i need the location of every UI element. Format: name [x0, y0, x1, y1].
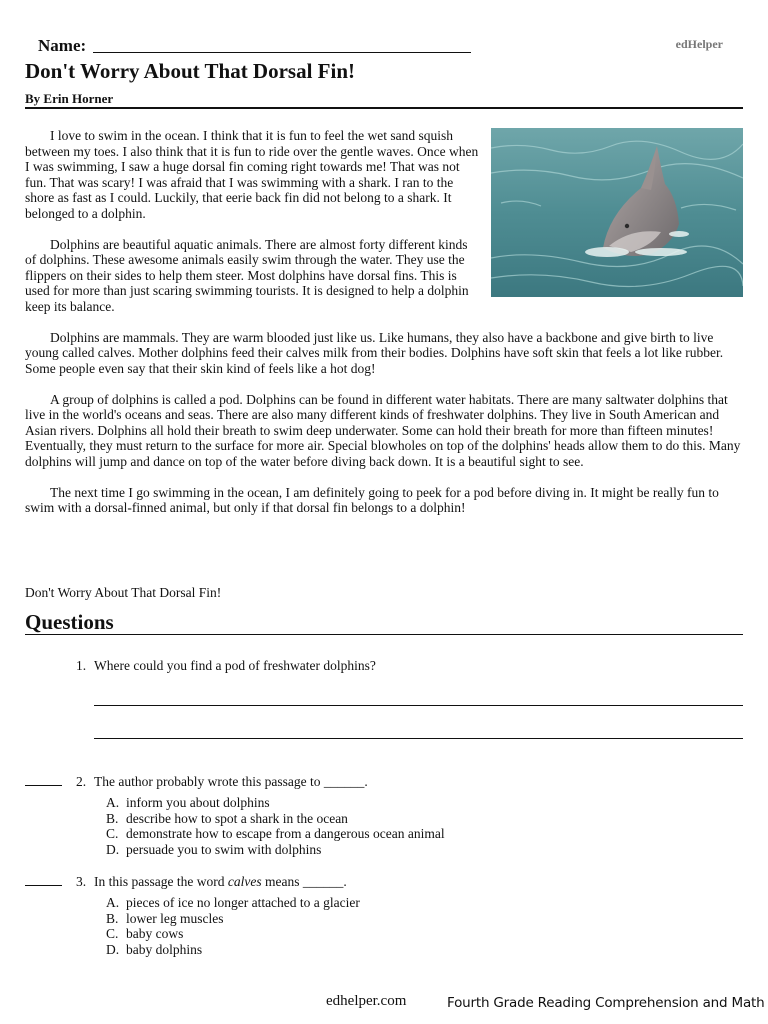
- story-paragraph: Dolphins are mammals. They are warm blooded just like us. Like humans, they also have a backbone and give birth to live young called calves. Mother dolphins feed their calves milk from their bodies. Dolphins have soft skin that feels a lot like rubber. Some people even say that their skin kind of feels like a hot dog!: [25, 329, 724, 376]
- choice-item[interactable]: [106, 926, 360, 942]
- choice-letter: D.: [106, 941, 120, 957]
- questions-heading: Questions: [25, 610, 114, 634]
- choice-text: baby dolphins: [126, 941, 203, 957]
- question-3-text-after: means ______.: [261, 874, 347, 889]
- story-passage: [25, 128, 743, 531]
- choice-letter: B.: [106, 810, 119, 826]
- question-3-text: [94, 874, 347, 890]
- choice-item[interactable]: [106, 795, 445, 811]
- question-2-number: 2.: [76, 774, 87, 789]
- choice-letter: C.: [106, 826, 119, 842]
- choice-text: describe how to spot a shark in the ocean: [126, 810, 348, 826]
- question-3-choices: [106, 895, 360, 957]
- choice-item[interactable]: [106, 811, 445, 827]
- choice-letter: C.: [106, 926, 119, 942]
- question-2-text: The author probably wrote this passage to ______.: [94, 774, 368, 789]
- choice-letter: D.: [106, 841, 120, 857]
- choice-text: baby cows: [126, 926, 184, 942]
- dolphin-photo: [491, 128, 743, 297]
- choice-text: persuade you to swim with dolphins: [126, 841, 322, 857]
- question-2-answer-blank[interactable]: [25, 785, 62, 786]
- question-1-text: Where could you find a pod of freshwater dolphins?: [94, 658, 376, 673]
- choice-item[interactable]: [106, 842, 445, 858]
- story-paragraph: A group of dolphins is called a pod. Dolphins can be found in different water habitats. There are many saltwater dolphins that live in the world's oceans and seas. There are also many different kinds of freshwater dolphins. They live in South American and Asian rivers. Dolphins all hold their breath to swim deep underwater. Some can hold their breath for more than fifteen minutes! Eventually, they must return to the surface for more air. Special blowholes on top of the dolphins' heads allow them to do this. Many dolphins will jump and dance on top of the water before diving back down. It is a beautiful sight to see.: [25, 391, 741, 469]
- story-paragraph: The next time I go swimming in the ocean, I am definitely going to peek for a pod before diving in. It might be really fun to swim with a dorsal-finned animal, but only if that dorsal fin belongs to a dolphin!: [25, 484, 719, 515]
- choice-text: lower leg muscles: [126, 910, 224, 926]
- question-1-answer-line[interactable]: [94, 738, 743, 739]
- choice-item[interactable]: [106, 911, 360, 927]
- worksheet-title: Don't Worry About That Dorsal Fin!: [25, 59, 356, 83]
- question-3-answer-blank[interactable]: [25, 885, 62, 886]
- question-2-choices: [106, 795, 445, 857]
- name-field-line[interactable]: [93, 52, 471, 53]
- story-paragraph: Dolphins are beautiful aquatic animals. There are almost forty different kinds of dolphins. These awesome animals easily swim through the water. They use the flippers on their sides to help them steer. Most dolphins have dorsal fins. This is used for more than just scaring swimming tourists. It is designed to help a dolphin keep its balance.: [25, 236, 469, 314]
- title-divider: [25, 107, 743, 109]
- question-3-number: 3.: [76, 874, 87, 889]
- choice-text: pieces of ice no longer attached to a glacier: [126, 895, 360, 910]
- footer-grade-label: Fourth Grade Reading Comprehension and Math: [447, 995, 765, 1011]
- brand-label: edHelper: [675, 37, 723, 51]
- choice-item[interactable]: [106, 826, 445, 842]
- question-3-text-before: In this passage the word: [94, 874, 228, 889]
- choice-item[interactable]: [106, 895, 360, 911]
- question-3-keyword: calves: [227, 874, 262, 889]
- choice-letter: A.: [106, 895, 120, 910]
- choice-letter: B.: [106, 910, 119, 926]
- choice-item[interactable]: [106, 942, 360, 958]
- choice-letter: A.: [106, 795, 120, 810]
- questions-divider: [25, 634, 743, 635]
- choice-text: inform you about dolphins: [126, 795, 270, 810]
- question-1-answer-line[interactable]: [94, 705, 743, 706]
- question-1-number: 1.: [76, 658, 87, 673]
- story-paragraph: I love to swim in the ocean. I think that it is fun to feel the wet sand squish between my toes. I also think that it is fun to ride over the gentle waves. Once when I was swimming, I saw a huge dorsal fin coming right towards me! That was not fun. That was scary! I was afraid that I was swimming with a shark. I ran to the shore as fast as I could. Luckily, that eerie back fin did not belong to a shark. It belonged to a dolphin.: [25, 128, 479, 221]
- passage-title-repeat: Don't Worry About That Dorsal Fin!: [25, 585, 222, 600]
- footer-site-name: edhelper.com: [326, 993, 407, 1009]
- name-label: Name:: [38, 36, 87, 55]
- author-byline: By Erin Horner: [25, 91, 114, 106]
- choice-text: demonstrate how to escape from a dangerous ocean animal: [126, 826, 445, 842]
